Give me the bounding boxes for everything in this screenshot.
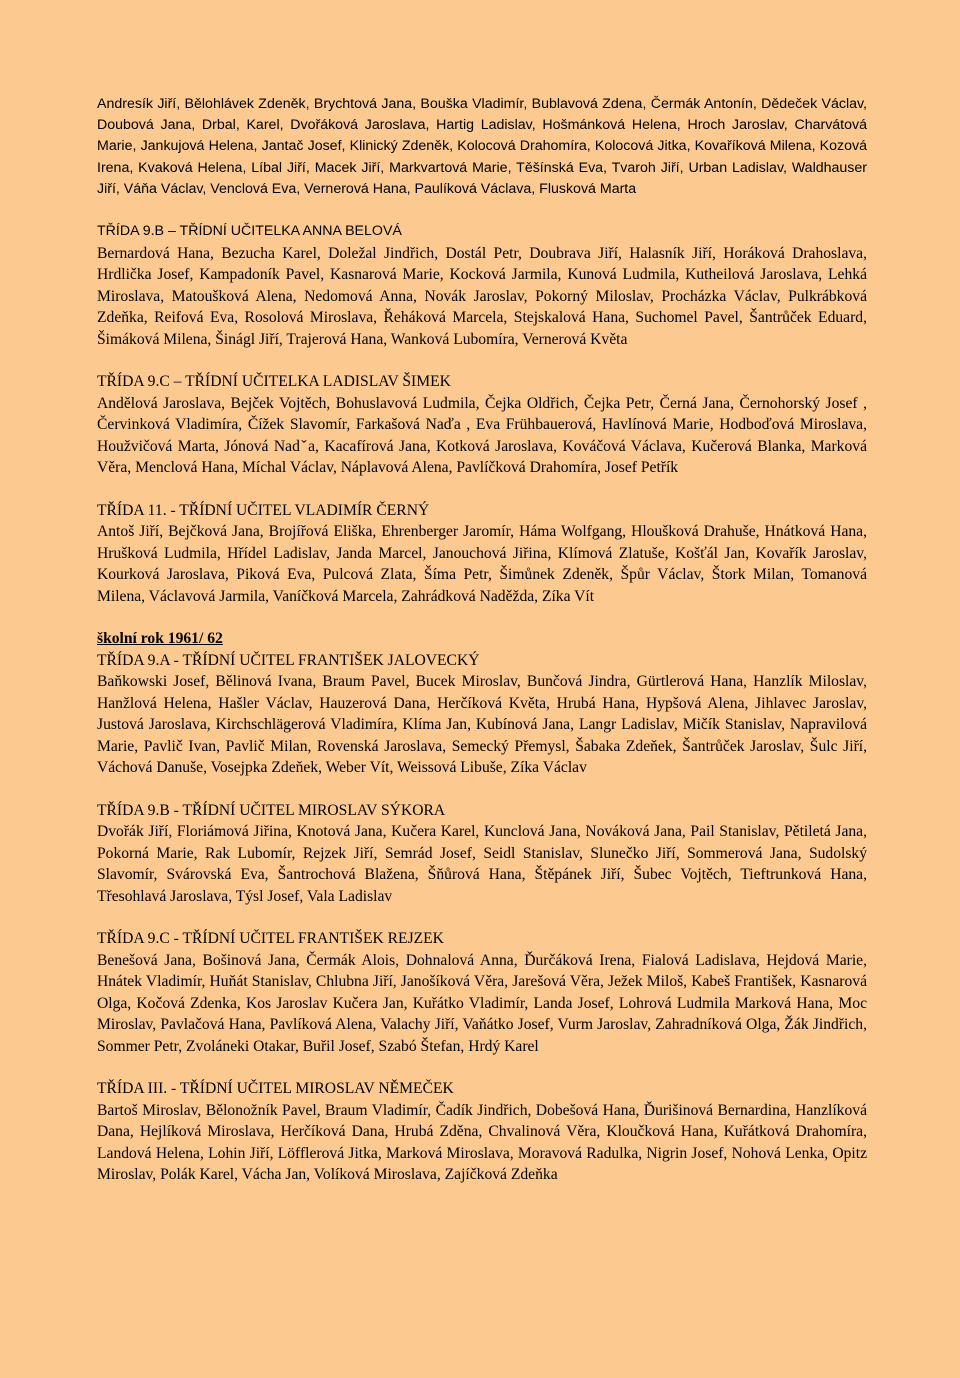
class-9b-1961-names: Dvořák Jiří, Floriámová Jiřina, Knotová Jana, Kučera Karel, Kunclová Jana, Nováková Jana, Pail Stanislav, Pětiletá Jana, Pokorná Marie, Rak Lubomír, Rejzek Jiří, Semrád Josef, Seidl Stanislav, Slunečko Jiří, Sommerová Jana, Sudolský Slavomír, Svárovská Eva, Šantrochová Blažena, Šňůrová Hana, Štěpánek Jiří, Šubec Vojtěch, Tieftrunková Hana, Třesohlavá Jaroslava, Týsl Josef, Vala Ladislav <box>97 823 867 905</box>
class-iii-section <box>97 1078 867 1186</box>
class-9b-1960-heading: TŘÍDA 9.B – TŘÍDNÍ UČITELKA ANNA BELOVÁ <box>97 223 402 240</box>
class-iii-names: Bartoš Miroslav, Bělonožník Pavel, Braum Vladimír, Čadík Jindřich, Dobešová Hana, Ďurišinová Bernardina, Hanzlíková Dana, Hejlíková Miroslava, Herčíková Dana, Hrubá Zděna, Chvalinová Věra, Kloučková Hana, Kuřátková Drahomíra, Landová Helena, Lohin Jiří, Löfflerová Jitka, Marková Miroslava, Moravová Radulka, Nigrin Josef, Nohová Lenka, Opitz Miroslav, Polák Karel, Vácha Jan, Volíková Miroslava, Zajíčková Zdeňka <box>97 1101 867 1184</box>
class-9b-1960-section <box>97 221 867 350</box>
school-year-heading: školní rok 1961/ 62 <box>97 630 223 648</box>
class-9b-1961-section <box>97 800 867 908</box>
intro-name-list: Andresík Jiří, Bělohlávek Zdeněk, Brychtová Jana, Bouška Vladimír, Bublavová Zdena, Čermák Antonín, Dědeček Václav, Doubová Jana, Drbal, Karel, Dvořáková Jaroslava, Hartig Ladislav, Hošmánková Helena, Hroch Jaroslav, Charvátová Marie, Jankujová Helena, Jantač Josef, Klinický Zdeněk, Kolocová Drahomíra, Kolocová Jitka, Kovaříková Milena, Kozová Irena, Kvaková Helena, Líbal Jiří, Macek Jiří, Markvartová Marie, Těšínská Eva, Tvaroh Jiří, Urban Ladislav, Waldhauser Jiří, Váňa Václav, Venclová Eva, Vernerová Hana, Paulíková Václava, Flusková Marta <box>97 96 867 197</box>
class-iii-heading: TŘÍDA III. - TŘÍDNÍ UČITEL MIROSLAV NĚMEČEK <box>97 1080 454 1098</box>
class-9c-1960-heading: TŘÍDA 9.C – TŘÍDNÍ UČITELKA LADISLAV ŠIMEK <box>97 373 451 391</box>
class-9b-1961-heading: TŘÍDA 9.B - TŘÍDNÍ UČITEL MIROSLAV SÝKORA <box>97 801 446 819</box>
class-11-names: Antoš Jiří, Bejčková Jana, Brojířová Eliška, Ehrenberger Jaromír, Háma Wolfgang, Hloušková Drahuše, Hnátková Hana, Hrušková Ludmila, Hřídel Ladislav, Janda Marcel, Janouchová Jiřina, Klímová Zlatuše, Košťál Jan, Kovařík Jaroslav, Kourková Jaroslava, Piková Eva, Pulcová Zlata, Šíma Petr, Šimůnek Zdeněk, Špůr Václav, Štork Milan, Tomanová Milena, Václavová Jarmila, Vaníčková Marcela, Zahrádková Naděžda, Zíka Vít <box>97 523 867 605</box>
class-9b-1960-names: Bernardová Hana, Bezucha Karel, Doležal Jindřich, Dostál Petr, Doubrava Jiří, Halasník Jiří, Horáková Drahoslava, Hrdlička Josef, Kampadoník Pavel, Kasnarová Marie, Kocková Jarmila, Kunová Ludmila, Kutheilová Jaroslava, Lehká Miroslava, Matoušková Alena, Nedomová Anna, Novák Jaroslav, Pokorný Miloslav, Procházka Václav, Pulkrábková Zdeňka, Reifová Eva, Rosolová Miroslava, Řeháková Marcela, Stejskalová Hana, Suchomel Pavel, Šantrůček Eduard, Šimáková Milena, Šinágl Jiří, Trajerová Hana, Wanková Lubomíra, Vernerová Květa <box>97 244 867 348</box>
class-9c-1961-names: Benešová Jana, Bošinová Jana, Čermák Alois, Dohnalová Anna, Ďurčáková Irena, Fialová Ladislava, Hejdová Marie, Hnátek Vladimír, Huňát Stanislav, Chlubna Jiří, Janošíková Věra, Jarešová Věra, Ježek Miloš, Kabeš František, Kasnarová Olga, Kočová Zdenka, Kos Jaroslav Kučera Jan, Kuřátko Vladimír, Landa Josef, Lohrová Ludmila Marková Hana, Moc Miroslav, Pavlačová Hana, Pavlíková Alena, Valachy Jiří, Vaňátko Josef, Vurm Jaroslav, Zahradníková Olga, Žák Jindřich, Sommer Petr, Zvoláneki Otakar, Buřil Josef, Szabó Štefan, Hrdý Karel <box>97 951 867 1055</box>
class-9c-1960-section <box>97 371 867 479</box>
class-9a-1961-names: Baňkowski Josef, Bělinová Ivana, Braum Pavel, Bucek Miroslav, Bunčová Jindra, Gürtlerová Hana, Hanzlík Miloslav, Hanžlová Helena, Hašler Václav, Hauzerová Dana, Herčíková Květa, Hrubá Hana, Hypšová Alena, Jihlavec Jaroslav, Justová Jaroslava, Kirchschlägerová Vladimíra, Klíma Jan, Kubínová Jana, Langr Ladislav, Mičík Stanislav, Napravilová Marie, Pavlič Ivan, Pavlič Milan, Rovenská Jaroslava, Semecký Přemysl, Šabaka Zdeňek, Šantrůček Jaroslav, Šulc Jiří, Váchová Danuše, Vosejpka Zdeňek, Weber Vít, Weissová Libuše, Zíka Václav <box>97 673 867 777</box>
class-9c-1961-section <box>97 928 867 1057</box>
class-9a-1961-heading: TŘÍDA 9.A - TŘÍDNÍ UČITEL FRANTIŠEK JALOVECKÝ <box>97 651 480 669</box>
class-9c-1961-heading: TŘÍDA 9.C - TŘÍDNÍ UČITEL FRANTIŠEK REJZEK <box>97 930 444 948</box>
class-11-section <box>97 500 867 608</box>
document-page <box>97 94 867 1186</box>
class-9c-1960-names: Andělová Jaroslava, Bejček Vojtěch, Bohuslavová Ludmila, Čejka Oldřich, Čejka Petr, Černá Jana, Černohorský Josef , Červinková Vladimíra, Čížek Slavomír, Farkašová Naďa , Eva Frühbauerová, Havlínová Marie, Hodboďová Miroslava, Houžvičová Marta, Jónová Nadˇa, Kacafírová Jana, Kotková Jaroslava, Kováčová Václava, Kučerová Blanka, Marková Věra, Menclová Hana, Míchal Václav, Náplavová Alena, Pavlíčková Drahomíra, Josef Petřík <box>97 394 867 477</box>
class-9a-1961-section <box>97 650 867 779</box>
class-11-heading: TŘÍDA 11. - TŘÍDNÍ UČITEL VLADIMÍR ČERNÝ <box>97 501 430 519</box>
